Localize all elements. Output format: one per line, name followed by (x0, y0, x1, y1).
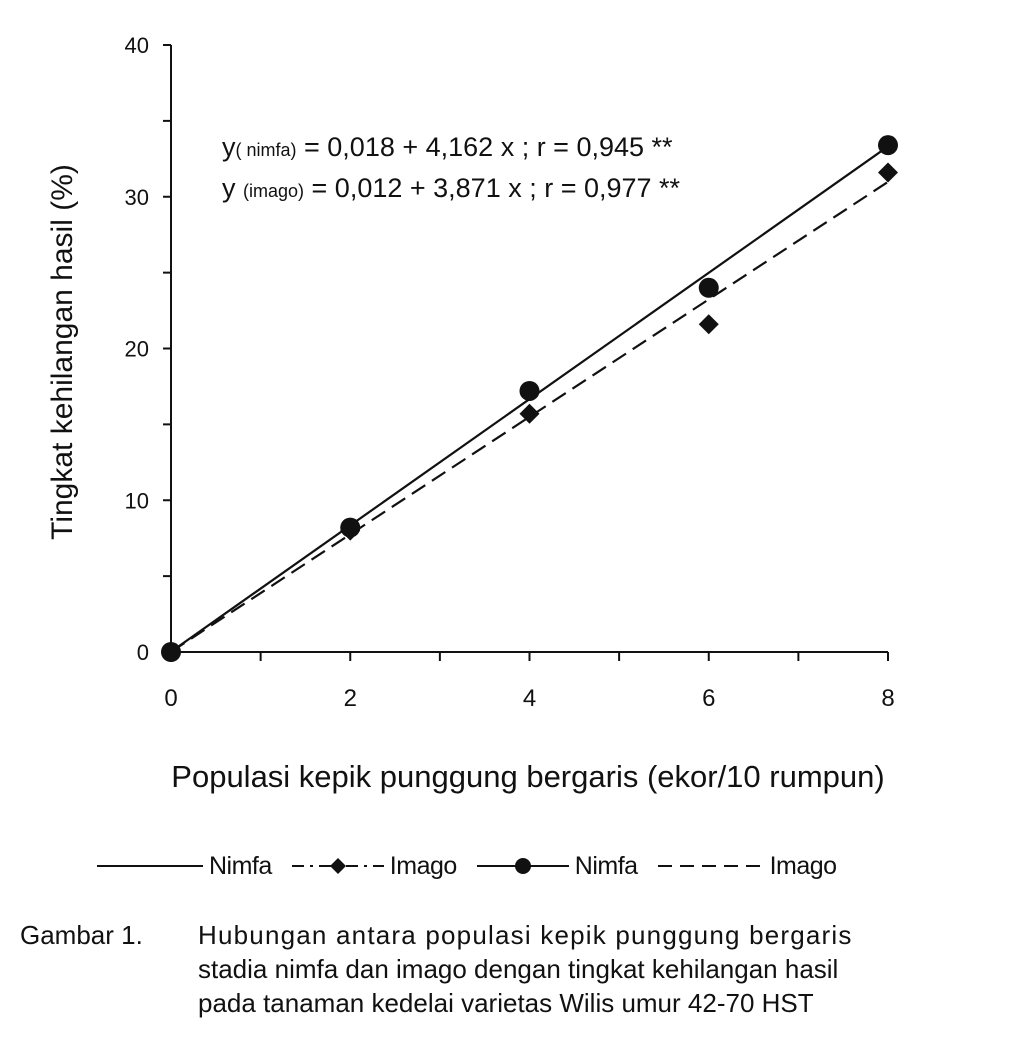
marker-nimfa (520, 381, 540, 401)
equation-nimfa: y( nimfa) = 0,018 + 4,162 x ; r = 0,945 ** (222, 132, 673, 162)
caption-line: stadia nimfa dan imago dengan tingkat kehilangan hasil (198, 954, 839, 984)
x-tick-label: 6 (702, 685, 716, 712)
legend-item-nimfa-markers (475, 852, 638, 881)
marker-nimfa (878, 135, 898, 155)
caption-line: Hubungan antara populasi kepik punggung bergaris (198, 920, 853, 950)
y-tick-label: 30 (124, 184, 149, 210)
legend-swatch-dashed (656, 856, 766, 876)
marker-imago (878, 162, 898, 182)
y-tick-label: 0 (136, 640, 149, 665)
legend-item-imago-markers (290, 852, 457, 881)
x-tick-label: 0 (164, 685, 178, 712)
x-tick-label: 2 (343, 685, 357, 712)
x-axis-label: Populasi kepik punggung bergaris (ekor/10 rumpun) (171, 759, 885, 794)
y-tick-label: 40 (124, 33, 149, 58)
figure-caption (20, 918, 1020, 1020)
legend-label: Imago (389, 851, 457, 880)
legend-label: Nimfa (574, 851, 638, 880)
legend-swatch-solid-circle (475, 856, 571, 876)
y-tick-label: 10 (124, 488, 149, 514)
marker-nimfa (699, 278, 719, 298)
marker-nimfa (340, 518, 360, 538)
equation-imago: y (imago) = 0,012 + 3,871 x ; r = 0,977 ** (222, 173, 681, 203)
legend-item-nimfa-line (95, 852, 272, 881)
legend-item-imago-line (656, 852, 837, 881)
data-markers (161, 135, 898, 662)
caption-label: Gambar 1. (20, 920, 143, 950)
x-tick-label: 8 (881, 685, 895, 712)
legend-swatch-solid (95, 856, 205, 876)
legend-label: Nimfa (209, 851, 272, 880)
marker-imago (699, 314, 719, 334)
x-tick-label: 4 (522, 685, 537, 712)
y-tick-label: 20 (124, 336, 149, 362)
legend-label: Imago (769, 851, 837, 880)
y-axis-label: Tingkat kehilangan hasil (%) (46, 164, 79, 540)
legend-swatch-dash-dot-diamond (290, 856, 386, 876)
legend (95, 846, 1005, 886)
marker-nimfa (161, 642, 181, 662)
caption-line: pada tanaman kedelai varietas Wilis umur 42-70 HST (198, 988, 814, 1018)
